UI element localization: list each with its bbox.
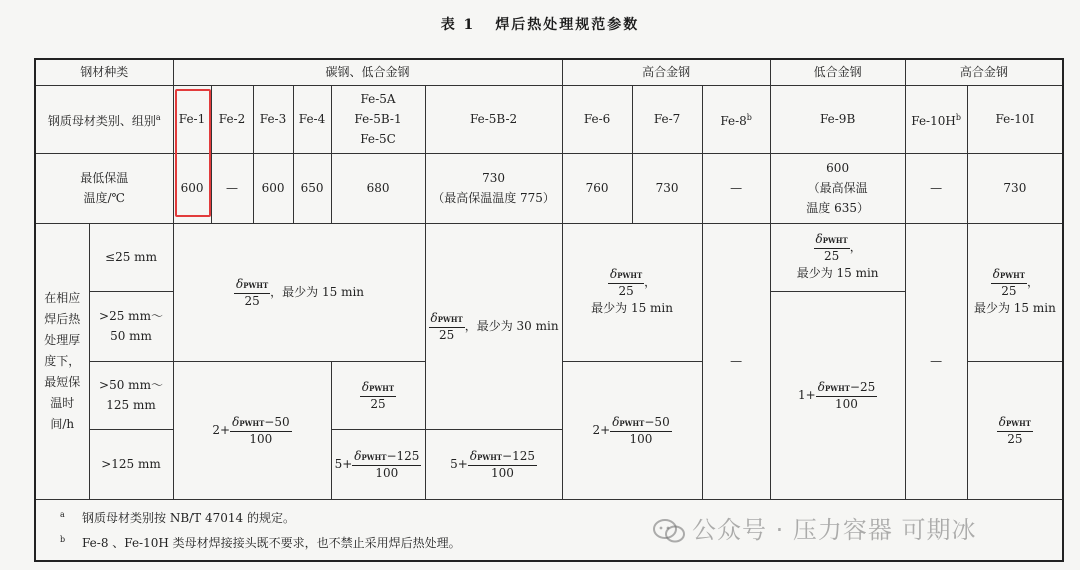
fraction-numerator	[352, 449, 421, 466]
thickness-25-50-line1: >25 mm～	[99, 309, 163, 323]
fe10h-min-temp: —	[905, 153, 967, 223]
high-alloy-header-1: 高合金钢	[562, 59, 770, 85]
watermark-text: 公众号 · 压力容器 可期冰	[692, 516, 977, 544]
thickness-25-50	[89, 291, 173, 361]
fe10h-hold-time: —	[905, 223, 967, 499]
fe9b-temp-max-line1: （最高保温	[807, 181, 868, 195]
low-alloy-header: 低合金钢	[770, 59, 905, 85]
note-b-ref-fe10h: b	[955, 112, 961, 122]
note-b-mark: b	[60, 534, 66, 544]
pwht-subscript: PWHT	[369, 383, 395, 393]
fe6-header: Fe-6	[562, 85, 632, 153]
min30-suffix: ，最少为 30 min	[464, 318, 559, 333]
fraction-pwht-25	[997, 415, 1033, 446]
fe1-header: Fe-1	[173, 85, 211, 153]
delta-symbol: δ	[232, 414, 240, 429]
pwht-subscript: PWHT	[617, 270, 643, 280]
fraction-numerator	[608, 267, 644, 284]
fe10h-header	[905, 85, 967, 153]
table-number: 表 1	[440, 17, 476, 33]
fe5b2-formula-thick	[425, 429, 562, 499]
delta-symbol: δ	[235, 276, 244, 291]
min-temp-label-line1: 最低保温	[80, 171, 129, 185]
delta-symbol: δ	[998, 414, 1007, 429]
fe8-header	[702, 85, 770, 153]
minus-50: −50	[644, 414, 670, 429]
steel-type-header: 钢材种类	[35, 59, 173, 85]
wechat-icon	[652, 518, 686, 544]
fe4-min-temp: 650	[293, 153, 331, 223]
fraction-pwht-25	[814, 232, 850, 263]
fe5b2-header: Fe-5B-2	[425, 85, 562, 153]
prefix-one: 1+	[798, 387, 816, 402]
fe7-min-temp: 730	[632, 153, 702, 223]
fraction-denominator: 100	[375, 465, 399, 480]
fe1-min-temp: 600	[173, 153, 211, 223]
fraction-pwht-25	[991, 267, 1027, 298]
fraction-numerator	[610, 415, 672, 432]
comma: ，	[849, 239, 862, 254]
thickness-gt125: >125 mm	[89, 429, 173, 499]
fraction-denominator: 25	[370, 396, 386, 411]
watermark	[652, 510, 977, 545]
fe6-min-temp: 760	[562, 153, 632, 223]
fe10h-label: Fe-10H	[911, 113, 956, 128]
fraction-pwht-25	[360, 380, 396, 411]
fe5b2-temp-value: 730	[482, 171, 505, 185]
fe9b-min-temp	[770, 153, 905, 223]
fe3-min-temp: 600	[253, 153, 293, 223]
fraction-pwht-25	[234, 277, 270, 308]
hold-label-line: 最短保	[44, 374, 81, 389]
note-b-ref-fe8: b	[746, 112, 752, 122]
minus-125: −125	[502, 448, 535, 463]
pwht-subscript: PWHT	[361, 452, 387, 462]
delta-symbol: δ	[430, 310, 438, 325]
fe2-header: Fe-2	[211, 85, 253, 153]
fe2-min-temp: —	[211, 153, 253, 223]
fraction-numerator	[468, 449, 537, 466]
fe8-hold-time: —	[702, 223, 770, 499]
fraction-pwht-minus50	[610, 415, 672, 446]
fraction-numerator	[816, 380, 878, 397]
hold-label-line: 间/h	[50, 416, 75, 431]
prefix-five: 5+	[334, 456, 353, 471]
fe10i-formula-thick	[967, 361, 1063, 499]
fraction-denominator: 100	[249, 431, 273, 446]
fraction-numerator	[230, 415, 292, 432]
min-temp-label	[35, 153, 173, 223]
min-hold-time-label	[35, 223, 89, 499]
pwht-subscript: PWHT	[824, 383, 850, 393]
delta-symbol: δ	[612, 414, 620, 429]
fe3-header: Fe-3	[253, 85, 293, 153]
fe9b-temp-value: 600	[826, 161, 850, 175]
carbon-low-alloy-header: 碳钢、低合金钢	[173, 59, 562, 85]
fe5a-label: Fe-5A	[360, 92, 396, 106]
fraction-denominator: 25	[1001, 283, 1017, 298]
fraction-pwht-minus25	[816, 380, 878, 411]
fraction-denominator: 25	[823, 248, 840, 263]
fe5abc-formula-thick	[331, 429, 425, 499]
fraction-denominator: 100	[629, 431, 653, 446]
prefix-two: 2+	[592, 422, 611, 437]
pwht-subscript: PWHT	[822, 235, 848, 245]
fe5abc-min-temp: 680	[331, 153, 425, 223]
fe5c-label: Fe-5C	[360, 132, 396, 146]
pwht-subscript: PWHT	[437, 314, 463, 324]
comma: ，	[644, 274, 657, 289]
hold-label-line: 焊后热	[44, 311, 81, 326]
fraction-denominator: 25	[244, 293, 260, 308]
note-b-text: Fe-8 、Fe-10H 类母材焊接接头既不要求，也不禁止采用焊后热处理。	[82, 535, 461, 550]
group-label	[35, 85, 173, 153]
pwht-subscript: PWHT	[243, 280, 269, 290]
thickness-row-1	[35, 223, 1063, 291]
fraction-denominator: 25	[438, 327, 455, 342]
fraction-denominator: 25	[618, 283, 634, 298]
carbon-formula-thin	[173, 223, 425, 361]
fe9b-formula-thick	[770, 291, 905, 499]
delta-symbol: δ	[817, 379, 825, 394]
fe5b2-formula-thin	[425, 223, 562, 429]
fe5b2-min-temp	[425, 153, 562, 223]
fraction-numerator	[997, 415, 1033, 432]
comma: ，	[1026, 274, 1039, 289]
thickness-50-125-line2: 125 mm	[106, 398, 156, 412]
header-row-steel-type	[35, 59, 1063, 85]
delta-symbol: δ	[609, 266, 618, 281]
fraction-pwht-minus125	[352, 449, 421, 480]
fe5abc-header	[331, 85, 425, 153]
minus-125: −125	[386, 448, 420, 463]
fraction-numerator	[429, 311, 465, 328]
pwht-subscript: PWHT	[1006, 418, 1031, 428]
delta-symbol: δ	[361, 379, 370, 394]
fraction-denominator: 100	[835, 396, 858, 411]
fraction-numerator	[360, 380, 396, 397]
min15-text: 最少为 15 min	[973, 300, 1056, 315]
minus-25: −25	[849, 379, 876, 394]
prefix-five: 5+	[450, 456, 468, 471]
fe10i-formula-thin	[967, 223, 1063, 361]
note-a-mark: a	[60, 509, 65, 519]
min-temp-label-line2: 温度/℃	[83, 191, 125, 205]
note-a-ref: a	[155, 112, 161, 122]
fe10i-header: Fe-10I	[967, 85, 1063, 153]
fraction-numerator	[234, 277, 270, 294]
fe9b-temp-max-line2: 温度 635）	[806, 201, 869, 215]
pwht-subscript: PWHT	[239, 418, 265, 428]
min15-suffix: ，最少为 15 min	[270, 284, 365, 299]
thickness-50-125-line1: >50 mm～	[99, 378, 163, 392]
group-label-text: 钢质母材类别、组别	[47, 113, 156, 128]
fraction-pwht-minus50	[230, 415, 292, 446]
hold-label-line: 度下，	[44, 353, 81, 368]
fe5abc-formula-mid	[331, 361, 425, 429]
hold-label-line: 温时	[50, 395, 75, 410]
fraction-pwht-minus125	[468, 449, 537, 480]
fe5b2-temp-max: （最高保温温度 775）	[432, 191, 555, 205]
thickness-50-125	[89, 361, 173, 429]
fraction-numerator	[814, 232, 850, 249]
fe8-min-temp: —	[702, 153, 770, 223]
fe7-header: Fe-7	[632, 85, 702, 153]
delta-symbol: δ	[469, 448, 478, 463]
delta-symbol: δ	[354, 448, 362, 463]
fe5b1-label: Fe-5B-1	[354, 112, 402, 126]
fraction-pwht-25	[608, 267, 644, 298]
fraction-pwht-25	[429, 311, 465, 342]
table-title	[0, 14, 1080, 34]
delta-symbol: δ	[992, 266, 1001, 281]
carbon-formula-thick	[173, 361, 331, 499]
pwht-subscript: PWHT	[619, 418, 645, 428]
fe1-highlight-box	[175, 89, 211, 217]
pwht-subscript: PWHT	[477, 452, 503, 462]
high-alloy-header-2: 高合金钢	[905, 59, 1063, 85]
minus-50: −50	[264, 414, 290, 429]
min15-text: 最少为 15 min	[796, 265, 879, 280]
min15-text: 最少为 15 min	[591, 300, 674, 315]
fraction-denominator: 25	[1007, 431, 1023, 446]
fe9b-formula-thin	[770, 223, 905, 291]
table-caption: 焊后热处理规范参数	[495, 17, 640, 33]
prefix-two: 2+	[212, 422, 231, 437]
high-alloy-formula-thick	[562, 361, 702, 499]
fe4-header: Fe-4	[293, 85, 331, 153]
high-alloy-formula-thin	[562, 223, 702, 361]
thickness-le25: ≤25 mm	[89, 223, 173, 291]
thickness-25-50-line2: 50 mm	[110, 329, 152, 343]
note-a-text: 钢质母材类别按 NB/T 47014 的规定。	[82, 510, 295, 525]
hold-label-line: 处理厚	[44, 332, 81, 347]
fe9b-header: Fe-9B	[770, 85, 905, 153]
hold-label-line: 在相应	[44, 290, 81, 305]
fe8-label: Fe-8	[720, 113, 747, 128]
fraction-denominator: 100	[490, 465, 514, 480]
delta-symbol: δ	[815, 231, 823, 246]
fe10i-min-temp: 730	[967, 153, 1063, 223]
pwht-subscript: PWHT	[1000, 270, 1025, 280]
fraction-numerator	[991, 267, 1027, 284]
